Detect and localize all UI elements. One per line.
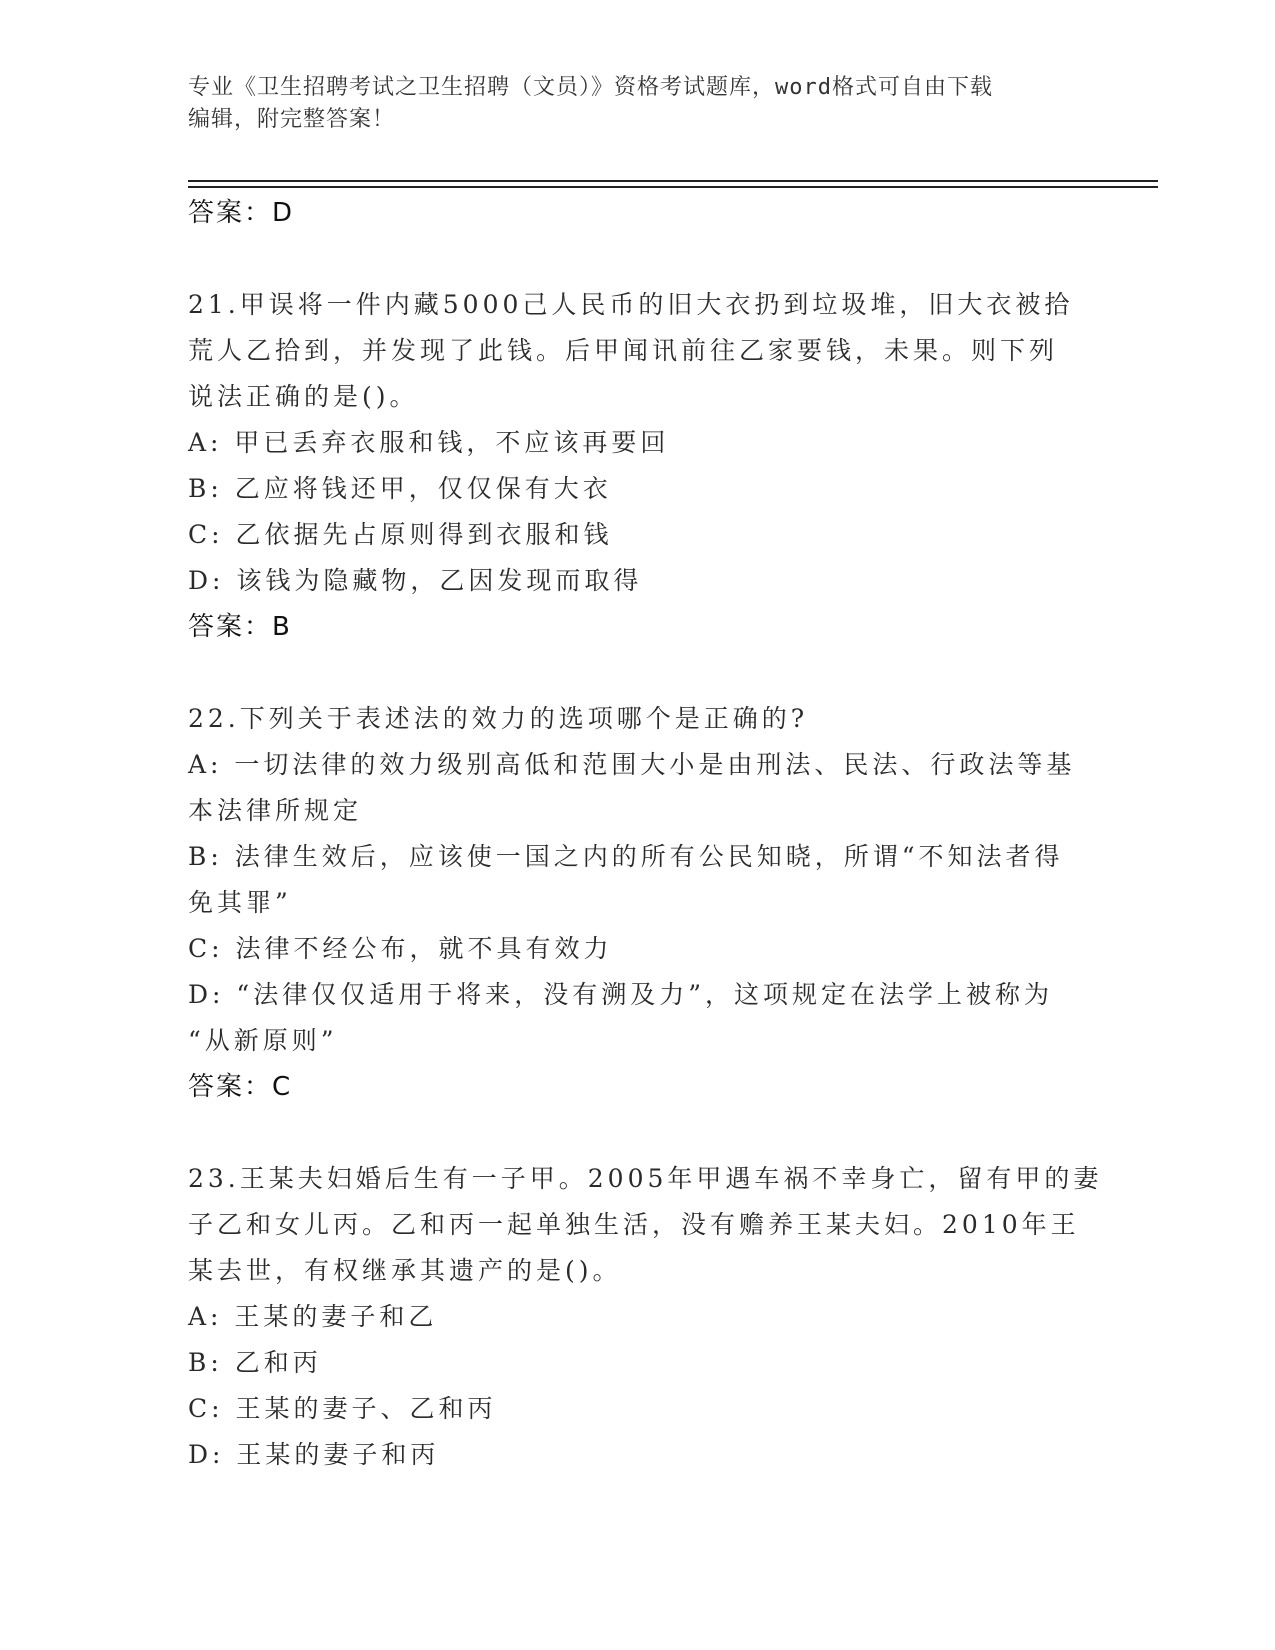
question-22-option-b-line-2: 免其罪”	[188, 888, 292, 917]
header-line-2: 编辑，附完整答案！	[188, 107, 396, 132]
question-23	[188, 1156, 1103, 1478]
question-22-option-c: C: 法律不经公布，就不具有效力	[188, 934, 613, 963]
question-21-option-d: D: 该钱为隐藏物，乙因发现而取得	[188, 566, 643, 595]
question-21-option-c: C: 乙依据先占原则得到衣服和钱	[188, 520, 613, 549]
question-21	[188, 282, 1088, 650]
question-23-option-c: C: 王某的妻子、乙和丙	[188, 1394, 497, 1423]
question-23-stem-line-2: 子乙和女儿丙。乙和丙一起单独生活，没有赡养王某夫妇。2010年王	[188, 1210, 1080, 1239]
question-22-option-a-line-1: A: 一切法律的效力级别高低和范围大小是由刑法、民法、行政法等基	[188, 750, 1076, 779]
question-22-stem-line-1: 22.下列关于表述法的效力的选项哪个是正确的?	[188, 704, 809, 733]
question-22-option-d-line-1: D: “法律仅仅适用于将来，没有溯及力”，这项规定在法学上被称为	[188, 980, 1053, 1009]
question-23-option-b: B: 乙和丙	[188, 1348, 322, 1377]
header-rule-bottom	[188, 186, 1158, 188]
question-21-stem-line-1: 21.甲误将一件内藏5000己人民币的旧大衣扔到垃圾堆，旧大衣被拾	[188, 290, 1074, 319]
previous-answer: 答案：D	[188, 198, 295, 228]
question-21-option-a: A: 甲已丢弃衣服和钱，不应该再要回	[188, 428, 670, 457]
question-21-stem-line-3: 说法正确的是()。	[188, 382, 419, 411]
question-22-option-d-line-2: “从新原则”	[188, 1026, 338, 1055]
header-rule-top	[188, 180, 1158, 182]
question-21-option-b: B: 乙应将钱还甲，仅仅保有大衣	[188, 474, 612, 503]
question-22-answer: 答案：C	[188, 1072, 293, 1102]
question-23-stem-line-3: 某去世，有权继承其遗产的是()。	[188, 1256, 622, 1285]
question-22-option-b-line-1: B: 法律生效后，应该使一国之内的所有公民知晓，所谓“不知法者得	[188, 842, 1064, 871]
question-22-option-a-line-2: 本法律所规定	[188, 796, 363, 825]
question-23-option-d: D: 王某的妻子和丙	[188, 1440, 440, 1469]
question-22	[188, 696, 1088, 1110]
document-header	[188, 72, 1068, 136]
header-line-1: 专业《卫生招聘考试之卫生招聘（文员）》资格考试题库，word格式可自由下载	[188, 75, 993, 100]
question-21-stem-line-2: 荒人乙拾到，并发现了此钱。后甲闻讯前往乙家要钱，未果。则下列	[188, 336, 1059, 365]
question-21-answer: 答案：B	[188, 612, 292, 642]
question-23-stem-line-1: 23.王某夫妇婚后生有一子甲。2005年甲遇车祸不幸身亡，留有甲的妻	[188, 1164, 1103, 1193]
question-23-option-a: A: 王某的妻子和乙	[188, 1302, 438, 1331]
question-content	[188, 190, 1103, 1478]
